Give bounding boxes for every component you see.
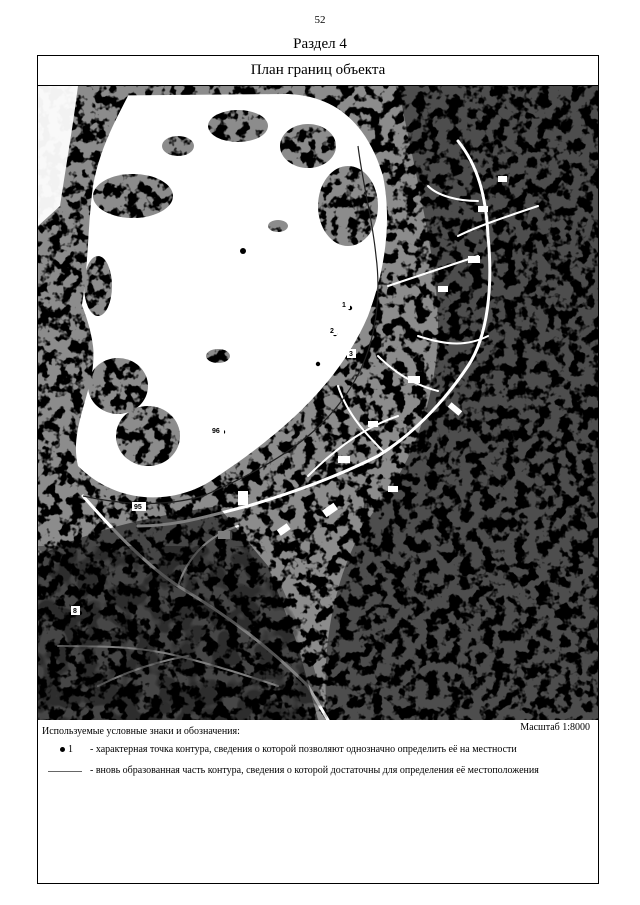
legend-text-line: - вновь образованная часть контура, сведения о которой достаточны для определения её местоположения: [90, 765, 539, 776]
point-label-8: 8: [73, 608, 77, 615]
point-label-95: 95: [134, 504, 142, 511]
aerial-map-image: [38, 86, 598, 720]
point-label-2: 2: [330, 328, 334, 335]
scale-label: Масштаб 1:8000: [520, 722, 590, 733]
boundary-line-icon: [48, 771, 82, 772]
legend-text-point: - характерная точка контура, сведения о которой позволяют однозначно определить её на местности: [90, 744, 517, 755]
point-label-1: 1: [342, 302, 346, 309]
point-marker-icon: [60, 747, 65, 752]
boundary-point-3[interactable]: [316, 362, 320, 366]
page-number: 52: [314, 14, 326, 26]
point-label-3: 3: [349, 351, 353, 358]
plan-frame: [37, 55, 599, 884]
legend-header: Используемые условные знаки и обозначения:: [42, 726, 240, 737]
aerial-map[interactable]: [38, 86, 598, 720]
plan-title: План границ объекта: [38, 56, 598, 86]
section-title: Раздел 4: [293, 36, 347, 52]
point-marker-label: 1: [68, 744, 73, 755]
point-label-96: 96: [212, 428, 220, 435]
